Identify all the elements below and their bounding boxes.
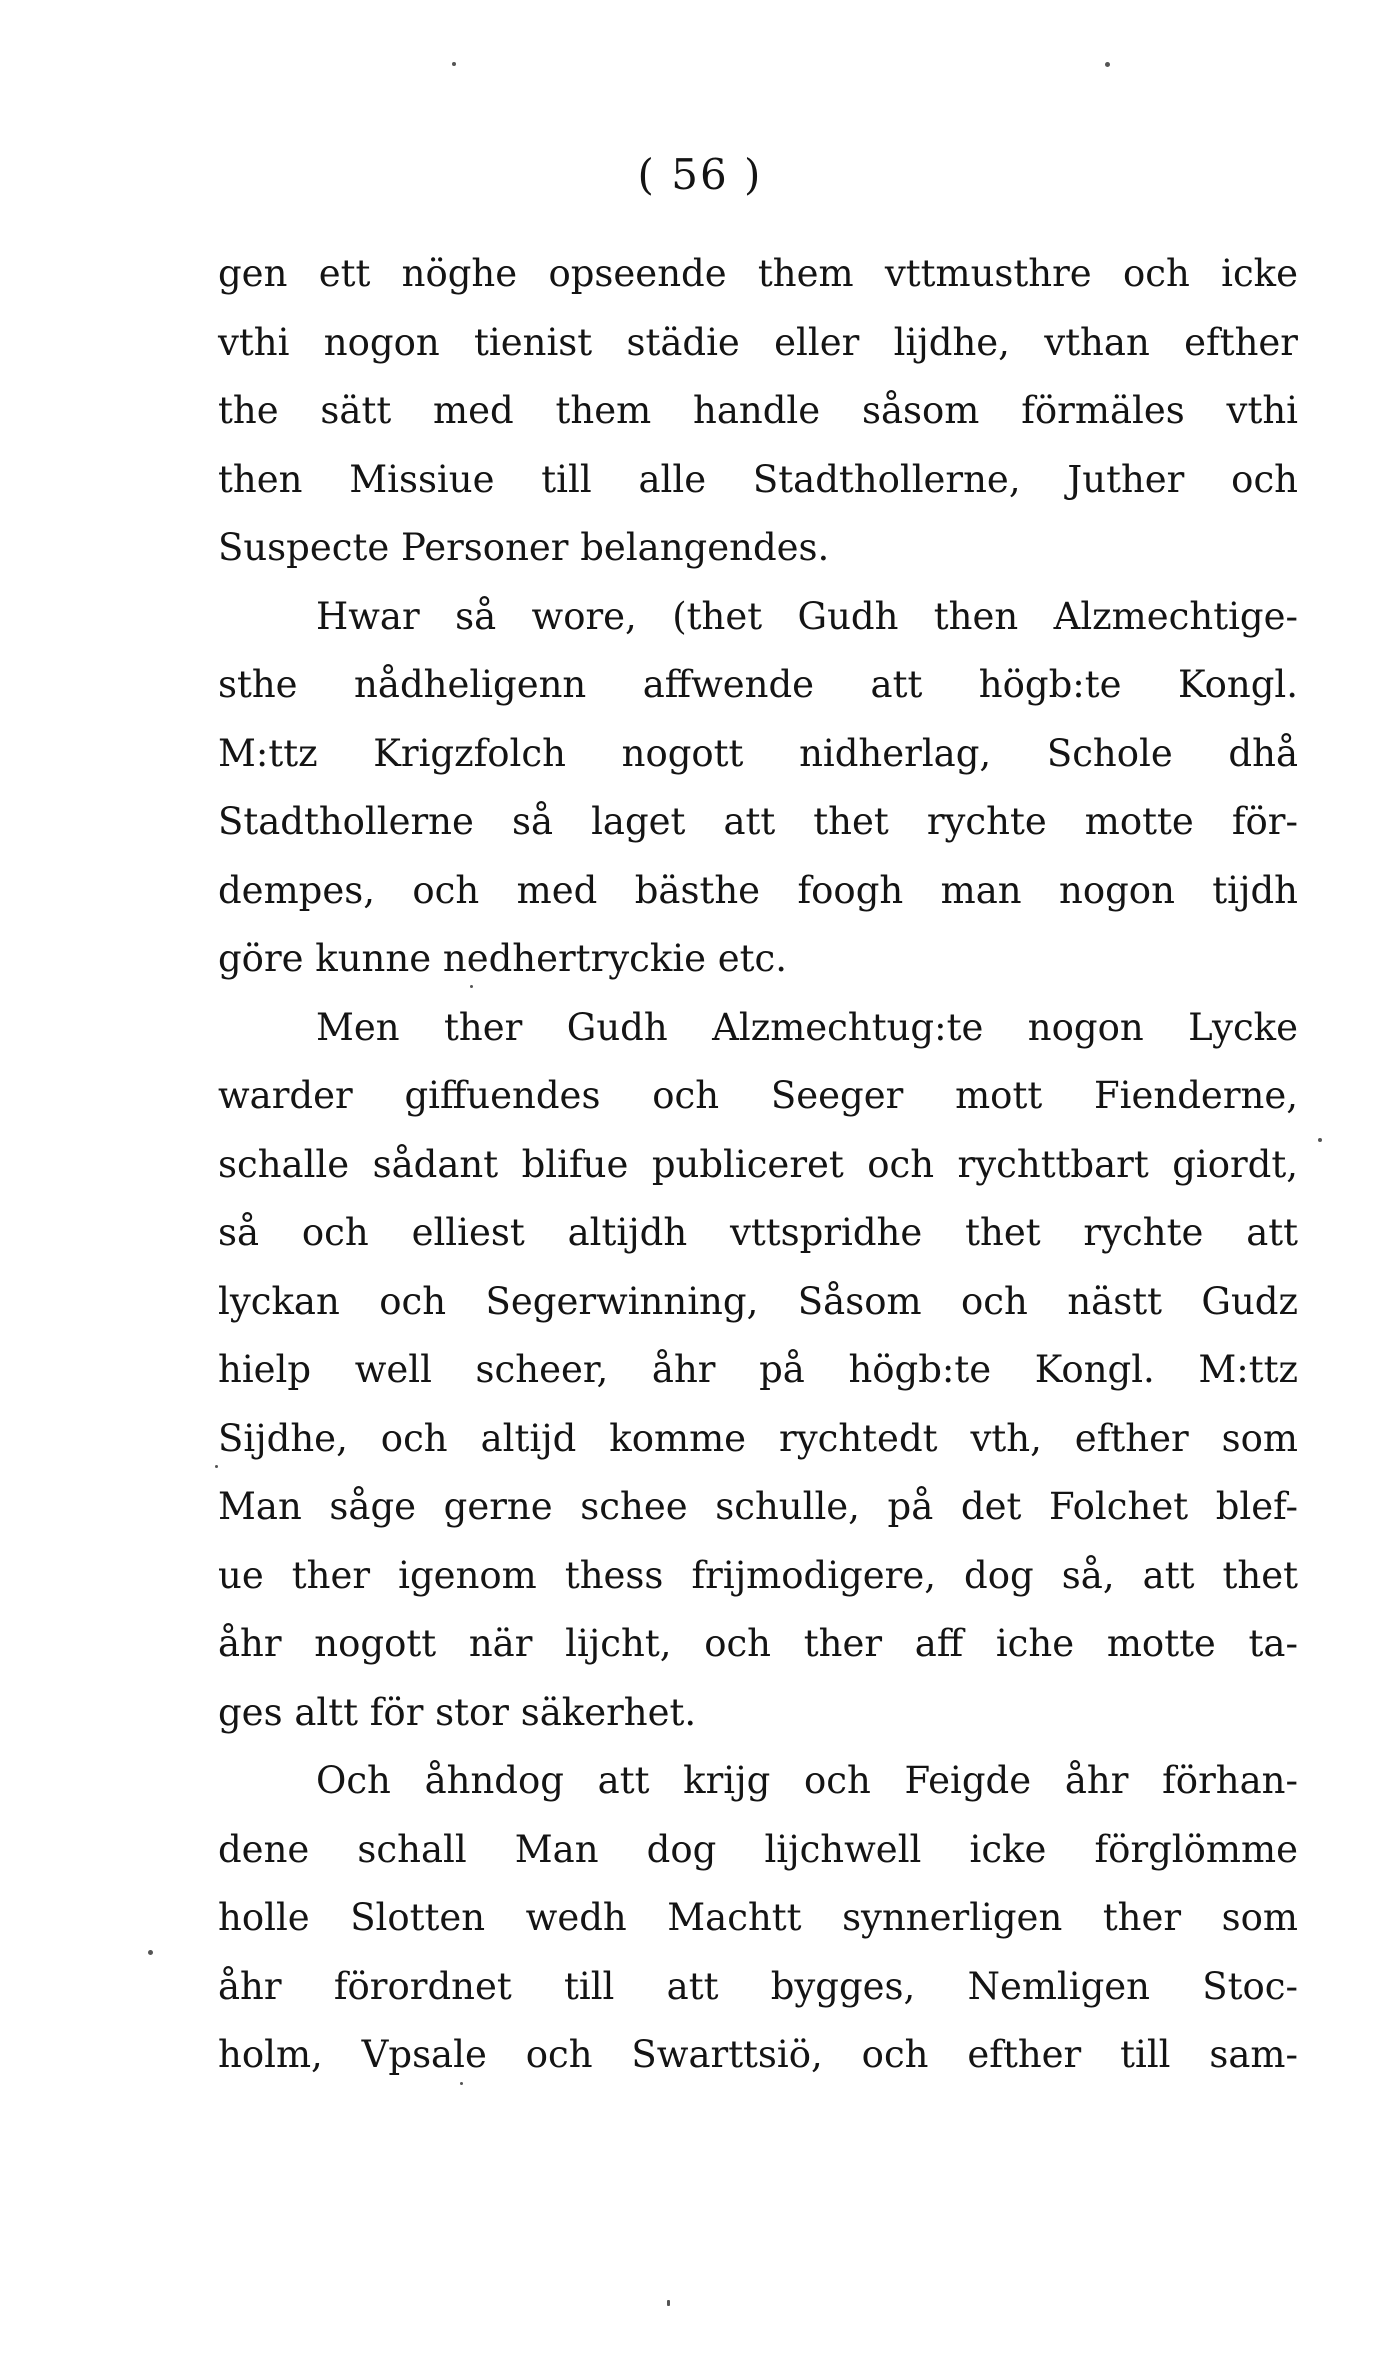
text-line: then Missiue till alle Stadthollerne, Juther och <box>218 457 1298 501</box>
text-line: ges altt för stor säkerhet. <box>218 1690 697 1734</box>
text-line: vthi nogon tienist städie eller lijdhe, vthan efther <box>218 320 1298 364</box>
text-line: åhr nogott när lijcht, och ther aff iche motte ta- <box>218 1622 1298 1665</box>
text-line: dene schall Man dog lijchwell icke förglömme <box>218 1827 1298 1871</box>
text-line: Men ther Gudh Alzmechtug:te nogon Lycke <box>316 1005 1298 1049</box>
text-line: schalle sådant blifue publiceret och rychttbart giordt, <box>218 1142 1298 1186</box>
text-line: åhr förordnet till att bygges, Nemligen Stoc- <box>218 1964 1298 2008</box>
text-line: lyckan och Segerwinning, Såsom och nästt Gudz <box>218 1279 1298 1323</box>
text-line: ue ther igenom thess frijmodigere, dog så, att thet <box>218 1553 1298 1597</box>
text-line: holm, Vpsale och Swarttsiö, och efther till sam- <box>218 2033 1298 2076</box>
paragraph <box>218 1747 1298 2090</box>
text-line: dempes, och med bästhe foogh man nogon tijdh <box>218 868 1298 912</box>
text-line: Och åhndog att krijg och Feigde åhr förhan- <box>316 1759 1298 1802</box>
paragraph <box>218 994 1298 1748</box>
text-line: så och elliest altijdh vttspridhe thet rychte att <box>218 1211 1298 1254</box>
body-text <box>218 240 1298 2090</box>
text-line: sthe nådheligenn affwende att högb:te Kongl. <box>218 663 1298 706</box>
text-line: M:ttz Krigzfolch nogott nidherlag, Schole dhå <box>218 731 1298 775</box>
speck <box>215 1465 218 1468</box>
text-line: holle Slotten wedh Machtt synnerligen ther som <box>218 1896 1298 1939</box>
speck <box>1105 62 1110 67</box>
text-line: Man såge gerne schee schulle, på det Folchet blef- <box>218 1485 1298 1528</box>
text-line: hielp well scheer, åhr på högb:te Kongl. M:ttz <box>218 1348 1298 1391</box>
text-line: Sijdhe, och altijd komme rychtedt vth, efther som <box>218 1416 1298 1460</box>
paragraph <box>218 583 1298 994</box>
paragraph <box>218 240 1298 583</box>
text-line: Hwar så wore, (thet Gudh then Alzmechtige- <box>316 594 1298 638</box>
text-line: the sätt med them handle såsom förmäles vthi <box>218 389 1298 432</box>
speck <box>1318 1138 1322 1142</box>
speck <box>470 985 473 988</box>
page-number: ( 56 ) <box>637 150 763 199</box>
speck <box>460 2082 463 2085</box>
text-line: göre kunne nedhertryckie etc. <box>218 937 788 980</box>
speck <box>452 62 456 66</box>
text-line: warder giffuendes och Seeger mott Fienderne, <box>218 1074 1298 1117</box>
speck <box>667 2300 670 2306</box>
text-line: Suspecte Personer belangendes. <box>218 526 830 569</box>
text-line: Stadthollerne så laget att thet rychte motte för- <box>218 800 1298 843</box>
speck <box>148 1950 153 1955</box>
text-line: gen ett nöghe opseende them vttmusthre och icke <box>218 252 1298 295</box>
